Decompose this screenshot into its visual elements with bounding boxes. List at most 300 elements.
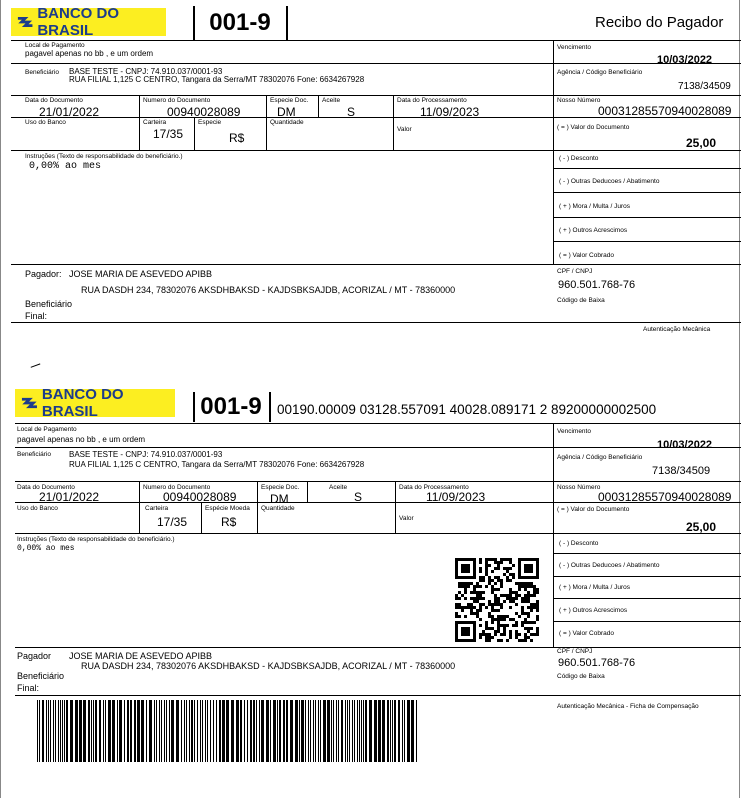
qr-module xyxy=(515,621,518,624)
label-vencimento-2: Vencimento xyxy=(557,428,591,435)
value-aceite-2: S xyxy=(354,490,363,504)
qr-module xyxy=(485,558,488,561)
qr-module xyxy=(527,600,530,603)
barcode-bar xyxy=(99,700,101,762)
qr-module xyxy=(509,636,512,639)
label-agencia-2: Agência / Código Beneficiário xyxy=(557,454,643,461)
value-agencia-2: 7138/34509 xyxy=(652,465,711,477)
label-quantidade: Quantidade xyxy=(270,119,304,126)
qr-module xyxy=(530,609,533,612)
value-carteira-2: 17/35 xyxy=(157,515,188,529)
value-beneficiario-line2-2: RUA FILIAL 1,125 C CENTRO, Tangara da Serra/MT 78302076 Fone: 6634267928 xyxy=(69,460,365,469)
qr-module xyxy=(536,600,539,603)
qr-module xyxy=(479,597,482,600)
barcode-bar xyxy=(365,700,367,762)
qr-module xyxy=(491,585,494,588)
label-valor-2: Valor xyxy=(399,515,414,522)
qr-module xyxy=(500,606,503,609)
qr-module xyxy=(473,612,476,615)
qr-module xyxy=(527,636,530,639)
qr-module xyxy=(509,558,512,561)
value-carteira: 17/35 xyxy=(153,127,184,141)
qr-module xyxy=(533,633,536,636)
qr-module xyxy=(524,588,527,591)
barcode-bar xyxy=(39,700,40,762)
barcode xyxy=(37,700,419,762)
qr-module xyxy=(491,591,494,594)
barcode-bar xyxy=(164,700,165,762)
qr-module xyxy=(488,627,491,630)
barcode-bar xyxy=(270,700,271,762)
qr-module xyxy=(488,639,491,642)
value-beneficiario-line1: BASE TESTE - CNPJ: 74.910.037/0001-93 xyxy=(69,67,223,76)
barcode-bar xyxy=(279,700,281,762)
qr-module xyxy=(485,567,488,570)
bank-code-2: 001-9 xyxy=(200,393,262,420)
barcode-bar xyxy=(216,700,217,762)
barcode-bar xyxy=(363,700,364,762)
qr-module xyxy=(479,636,482,639)
qr-module xyxy=(479,594,482,597)
qr-module xyxy=(515,582,518,585)
qr-module xyxy=(497,576,500,579)
qr-module xyxy=(473,585,476,588)
qr-module xyxy=(518,585,521,588)
barcode-bar xyxy=(305,700,306,762)
barcode-bar xyxy=(210,700,211,762)
value-vencimento: 10/03/2022 xyxy=(657,54,713,66)
qr-module xyxy=(479,633,482,636)
qr-module xyxy=(479,591,482,594)
barcode-bar xyxy=(390,700,391,762)
qr-module xyxy=(536,615,539,618)
qr-module xyxy=(458,582,461,585)
barcode-bar xyxy=(48,700,49,762)
qr-module xyxy=(527,630,530,633)
qr-code-graphic xyxy=(455,558,539,642)
label-beneficiario-final: Beneficiário xyxy=(25,299,73,309)
qr-module xyxy=(488,579,491,582)
value-instrucoes-2: 0,00% ao mes xyxy=(17,544,75,553)
qr-module xyxy=(527,612,530,615)
qr-module xyxy=(512,573,515,576)
qr-module xyxy=(524,600,527,603)
qr-module xyxy=(533,585,536,588)
barcode-bar xyxy=(79,700,82,762)
qr-module xyxy=(470,606,473,609)
qr-module xyxy=(488,600,491,603)
barcode-bar xyxy=(119,700,122,762)
barcode-bar xyxy=(369,700,372,762)
barcode-bar xyxy=(341,700,343,762)
qr-module xyxy=(491,636,494,639)
value-nosso-numero-2: 00031285570940028089 xyxy=(598,490,732,504)
qr-module xyxy=(464,606,467,609)
qr-module xyxy=(485,639,488,642)
barcode-bar xyxy=(66,700,68,762)
barcode-bar xyxy=(347,700,348,762)
qr-module xyxy=(488,564,491,567)
qr-module xyxy=(494,588,497,591)
qr-module xyxy=(470,591,473,594)
value-numero-documento: 00940028089 xyxy=(167,105,241,119)
qr-module xyxy=(530,603,533,606)
qr-module xyxy=(461,606,464,609)
qr-module xyxy=(521,606,524,609)
barcode-bar xyxy=(161,700,162,762)
barcode-bar xyxy=(112,700,115,762)
label-carteira-2: Carteira xyxy=(145,505,169,512)
barcode-bar xyxy=(273,700,276,762)
qr-module xyxy=(461,594,464,597)
barcode-bar xyxy=(207,700,208,762)
qr-finder-pattern xyxy=(461,627,470,636)
qr-module xyxy=(473,600,476,603)
qr-module xyxy=(512,624,515,627)
barcode-bar xyxy=(295,700,298,762)
label-cpf-cnpj-2: CPF / CNPJ xyxy=(557,648,593,655)
barcode-bar xyxy=(359,700,360,762)
label-desconto: ( - ) Desconto xyxy=(559,155,599,162)
qr-module xyxy=(530,633,533,636)
qr-module xyxy=(485,573,488,576)
qr-module xyxy=(509,594,512,597)
qr-module xyxy=(464,582,467,585)
qr-module xyxy=(494,567,497,570)
qr-module xyxy=(494,576,497,579)
qr-module xyxy=(530,639,533,642)
qr-module xyxy=(515,612,518,615)
qr-module xyxy=(500,582,503,585)
qr-module xyxy=(509,606,512,609)
qr-module xyxy=(485,561,488,564)
qr-module xyxy=(485,624,488,627)
qr-module xyxy=(473,588,476,591)
qr-module xyxy=(515,597,518,600)
barcode-bar xyxy=(231,700,234,762)
qr-module xyxy=(455,594,458,597)
qr-module xyxy=(464,588,467,591)
barcode-bar xyxy=(130,700,132,762)
qr-module xyxy=(455,597,458,600)
bank-logo xyxy=(11,5,166,39)
qr-module xyxy=(479,606,482,609)
barcode-bar xyxy=(313,700,314,762)
qr-module xyxy=(518,594,521,597)
label-final: Final: xyxy=(25,311,48,321)
qr-module xyxy=(527,591,530,594)
label-especie-doc: Especie Doc. xyxy=(270,97,309,104)
qr-module xyxy=(527,585,530,588)
qr-module xyxy=(494,558,497,561)
barcode-bar xyxy=(416,700,417,762)
qr-module xyxy=(503,618,506,621)
barcode-bar xyxy=(318,700,319,762)
qr-module xyxy=(497,609,500,612)
qr-module xyxy=(488,576,491,579)
label-pagador-2: Pagador xyxy=(17,651,52,661)
barcode-bar xyxy=(345,700,346,762)
qr-module xyxy=(476,591,479,594)
qr-module xyxy=(527,597,530,600)
qr-module xyxy=(479,609,482,612)
qr-module xyxy=(473,606,476,609)
bank-logo-2 xyxy=(15,386,175,420)
value-especie-doc-2: DM xyxy=(270,492,289,506)
barcode-bar xyxy=(219,700,221,762)
barcode-bar xyxy=(315,700,316,762)
qr-module xyxy=(503,594,506,597)
label-uso-banco-2: Uso do Banco xyxy=(17,505,58,512)
barcode-bar xyxy=(357,700,358,762)
qr-module xyxy=(509,561,512,564)
qr-module xyxy=(515,591,518,594)
qr-module xyxy=(506,597,509,600)
value-beneficiario-line2: RUA FILIAL 1,125 C CENTRO, Tangara da Serra/MT 78302076 Fone: 6634267928 xyxy=(69,75,365,84)
value-especie-doc: DM xyxy=(277,105,296,119)
qr-module xyxy=(488,615,491,618)
qr-module xyxy=(470,597,473,600)
value-especie-2: R$ xyxy=(221,515,237,529)
qr-module xyxy=(455,606,458,609)
qr-module xyxy=(464,615,467,618)
qr-module xyxy=(476,582,479,585)
barcode-bar xyxy=(222,700,225,762)
qr-module xyxy=(530,606,533,609)
label-especie-moeda-2: Espécie Moeda xyxy=(205,505,250,512)
qr-module xyxy=(527,582,530,585)
qr-module xyxy=(491,606,494,609)
qr-module xyxy=(497,618,500,621)
qr-module xyxy=(536,627,539,630)
value-pagador-name: JOSE MARIA DE ASEVEDO APIBB xyxy=(69,269,213,279)
label-aceite: Aceite xyxy=(322,97,341,104)
qr-module xyxy=(479,579,482,582)
compensation-auth-label: Autenticação Mecânica - Ficha de Compensação xyxy=(557,703,699,710)
qr-module xyxy=(497,615,500,618)
label-beneficiario-2: Beneficiário xyxy=(17,451,51,458)
barcode-bar xyxy=(37,700,38,762)
barcode-bar xyxy=(283,700,285,762)
label-nosso-numero-2: Nosso Número xyxy=(557,484,601,491)
barcode-bar xyxy=(53,700,54,762)
qr-module xyxy=(524,621,527,624)
qr-module xyxy=(500,615,503,618)
qr-module xyxy=(467,585,470,588)
label-uso-banco: Uso do Banco xyxy=(25,119,66,126)
qr-module xyxy=(494,594,497,597)
barcode-bar xyxy=(310,700,311,762)
barcode-bar xyxy=(277,700,278,762)
barcode-bar xyxy=(124,700,125,762)
qr-module xyxy=(527,627,530,630)
barcode-bar xyxy=(64,700,65,762)
qr-module xyxy=(521,597,524,600)
barcode-bar xyxy=(134,700,136,762)
qr-module xyxy=(482,591,485,594)
label-data-processamento-2: Data do Processamento xyxy=(399,484,469,491)
qr-module xyxy=(485,585,488,588)
qr-module xyxy=(527,615,530,618)
label-beneficiario: Beneficiário xyxy=(25,69,59,76)
qr-module xyxy=(527,621,530,624)
value-vencimento-2: 10/03/2022 xyxy=(657,439,713,451)
qr-module xyxy=(518,639,521,642)
qr-module xyxy=(485,636,488,639)
barcode-bar xyxy=(194,700,195,762)
qr-module xyxy=(476,594,479,597)
barcode-bar xyxy=(154,700,155,762)
label-local-pagamento: Local de Pagamento xyxy=(25,42,85,49)
qr-module xyxy=(491,603,494,606)
qr-module xyxy=(488,633,491,636)
value-data-documento-2: 21/01/2022 xyxy=(39,490,100,504)
qr-module xyxy=(533,591,536,594)
value-cpf-cnpj-2: 960.501.768-76 xyxy=(558,657,636,669)
label-numero-documento: Numero do Documento xyxy=(143,97,211,104)
barcode-graphic xyxy=(37,700,419,762)
qr-module xyxy=(524,639,527,642)
barcode-bar xyxy=(137,700,140,762)
qr-module xyxy=(482,597,485,600)
qr-module xyxy=(533,588,536,591)
qr-module xyxy=(455,603,458,606)
qr-module xyxy=(509,630,512,633)
barcode-bar xyxy=(290,700,293,762)
bank-logo-icon-2 xyxy=(21,395,38,411)
qr-module xyxy=(500,639,503,642)
qr-module xyxy=(470,603,473,606)
value-data-processamento: 11/09/2023 xyxy=(420,105,480,119)
qr-module xyxy=(500,624,503,627)
qr-module xyxy=(494,633,497,636)
qr-module xyxy=(506,615,509,618)
label-vencimento: Vencimento xyxy=(557,44,591,51)
qr-module xyxy=(506,594,509,597)
barcode-bar xyxy=(70,700,73,762)
qr-module xyxy=(509,597,512,600)
qr-module xyxy=(479,561,482,564)
barcode-bar xyxy=(247,700,248,762)
qr-module xyxy=(464,597,467,600)
qr-module xyxy=(458,603,461,606)
qr-module xyxy=(488,558,491,561)
qr-module xyxy=(473,597,476,600)
qr-module xyxy=(500,603,503,606)
label-agencia: Agência / Código Beneficiário xyxy=(557,69,643,76)
qr-module xyxy=(464,591,467,594)
barcode-bar xyxy=(327,700,330,762)
qr-module xyxy=(485,564,488,567)
qr-module xyxy=(491,570,494,573)
qr-module xyxy=(521,609,524,612)
qr-module xyxy=(497,597,500,600)
qr-module xyxy=(467,606,470,609)
barcode-bar xyxy=(338,700,339,762)
qr-module xyxy=(497,639,500,642)
qr-module xyxy=(485,606,488,609)
value-aceite: S xyxy=(347,105,356,119)
label-valor-documento: ( = ) Valor do Documento xyxy=(557,124,630,131)
qr-module xyxy=(497,603,500,606)
value-pagador-name-2: JOSE MARIA DE ASEVEDO APIBB xyxy=(69,651,213,661)
qr-module xyxy=(500,579,503,582)
bank-name-2: BANCO DO BRASIL xyxy=(41,386,124,420)
qr-module xyxy=(503,615,506,618)
barcode-bar xyxy=(62,700,63,762)
qr-module xyxy=(491,558,494,561)
qr-module xyxy=(488,582,491,585)
qr-module xyxy=(530,582,533,585)
qr-module xyxy=(524,582,527,585)
barcode-bar xyxy=(299,700,300,762)
qr-module xyxy=(476,609,479,612)
qr-module xyxy=(506,567,509,570)
bank-code: 001-9 xyxy=(209,9,271,36)
qr-module xyxy=(509,633,512,636)
cut-mark xyxy=(31,363,42,370)
qr-module xyxy=(479,603,482,606)
qr-module xyxy=(530,594,533,597)
barcode-bar xyxy=(197,700,198,762)
qr-module xyxy=(515,603,518,606)
qr-module xyxy=(461,609,464,612)
barcode-bar xyxy=(394,700,396,762)
qr-module xyxy=(509,591,512,594)
label-numero-documento-2: Numero do Documento xyxy=(143,484,211,491)
value-especie: R$ xyxy=(229,131,245,145)
qr-module xyxy=(536,603,539,606)
qr-module xyxy=(521,624,524,627)
qr-module xyxy=(491,579,494,582)
barcode-bar xyxy=(352,700,353,762)
qr-module xyxy=(509,588,512,591)
qr-module xyxy=(479,570,482,573)
label-beneficiario-final-2: Beneficiário xyxy=(17,671,65,681)
barcode-bar xyxy=(88,700,90,762)
label-mora-2: ( + ) Mora / Multa / Juros xyxy=(559,584,630,591)
value-numero-documento-2: 00940028089 xyxy=(163,490,237,504)
barcode-bar xyxy=(259,700,260,762)
pix-qr-code xyxy=(455,558,539,642)
qr-module xyxy=(500,633,503,636)
label-codigo-baixa-2: Código de Baixa xyxy=(557,673,605,680)
qr-module xyxy=(497,621,500,624)
qr-module xyxy=(464,585,467,588)
qr-module xyxy=(503,627,506,630)
barcode-bar xyxy=(91,700,92,762)
qr-module xyxy=(533,606,536,609)
qr-module xyxy=(518,633,521,636)
barcode-bar xyxy=(103,700,104,762)
value-pagador-address-2: RUA DASDH 234, 78302076 AKSDHBAKSD - KAJDSBKSAJDB, ACORIZAL / MT - 78360000 xyxy=(81,661,456,671)
qr-module xyxy=(488,612,491,615)
barcode-bar xyxy=(42,700,44,762)
barcode-bar xyxy=(253,700,255,762)
barcode-bar xyxy=(256,700,257,762)
qr-module xyxy=(482,630,485,633)
barcode-bar xyxy=(407,700,410,762)
qr-module xyxy=(527,594,530,597)
qr-module xyxy=(524,618,527,621)
qr-module xyxy=(476,597,479,600)
barcode-bar xyxy=(398,700,400,762)
qr-module xyxy=(506,624,509,627)
qr-module xyxy=(521,600,524,603)
label-outros-acrescimos: ( + ) Outros Acrescimos xyxy=(559,227,628,234)
qr-module xyxy=(482,579,485,582)
label-instrucoes-2: Instruções (Texto de responsabilidade do beneficiário.) xyxy=(17,536,175,543)
